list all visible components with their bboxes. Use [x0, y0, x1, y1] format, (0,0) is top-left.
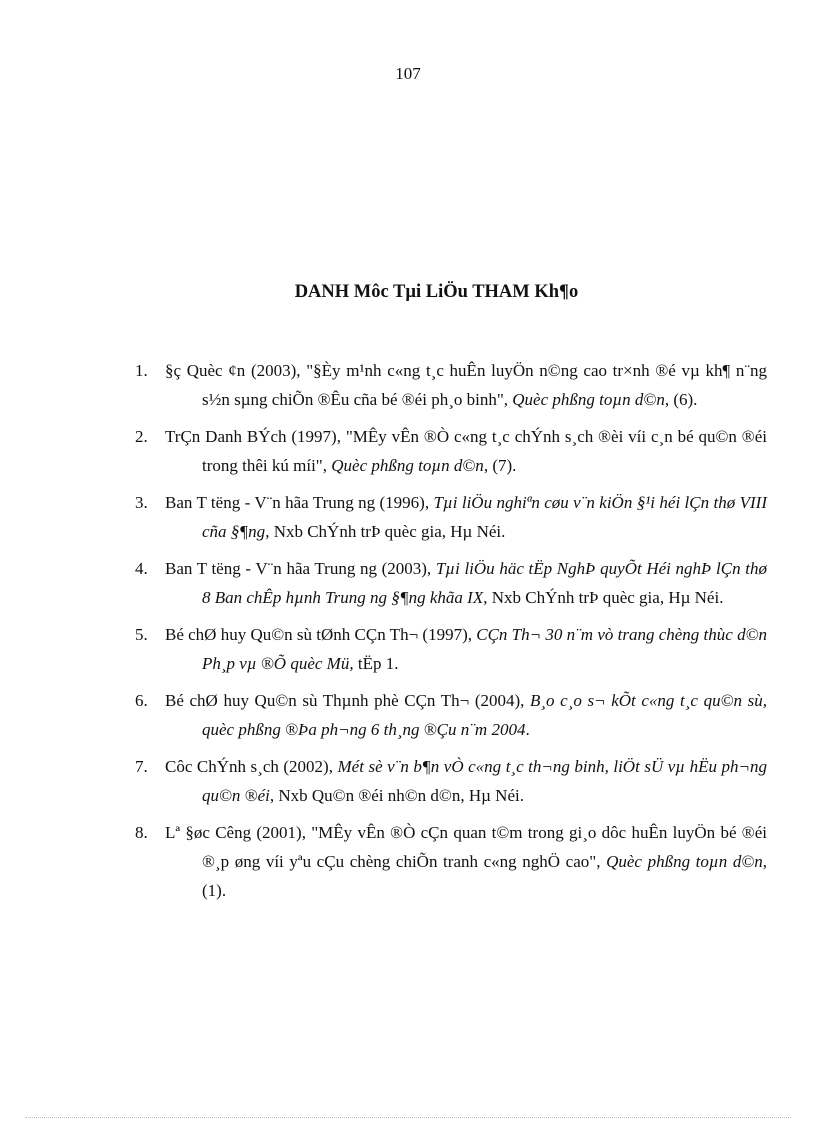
- reference-source: Mét sè v¨n b¶n vÒ c«ng t¸c th¬ng binh, liÖt sÜ vµ hËu ph¬ng qu©n ®éi: [202, 757, 767, 805]
- reference-item: [0, 620, 816, 678]
- reference-item: [0, 488, 816, 546]
- reference-text: §ç Quèc ¢n (2003), "§Èy m¹nh c«ng t¸c huÊn luyÖn n©ng cao tr×nh ®é vµ kh¶ n¨ng s½n sµng chiÕn ®Êu cña bé ®éi ph¸o binh",: [165, 361, 767, 409]
- reference-text: TrÇn Danh BÝch (1997), "MÊy vÊn ®Ò c«ng t¸c chÝnh s¸ch ®èi víi c¸n bé qu©n ®éi trong thêi kú míi",: [165, 427, 767, 475]
- reference-tail: , Nxb ChÝnh trÞ quèc gia, Hµ Néi.: [483, 588, 724, 607]
- reference-number: 2.: [135, 427, 148, 446]
- reference-source: CÇn Th¬ 30 n¨m vò trang chèng thùc d©n Ph¸p vµ ®Õ quèc Mü,: [202, 625, 768, 673]
- reference-item: [0, 752, 816, 810]
- reference-number: 4.: [135, 559, 148, 578]
- reference-source: Quèc phßng toµn d©n: [331, 456, 484, 475]
- reference-item: [0, 554, 816, 612]
- reference-number: 5.: [135, 625, 148, 644]
- reference-item: [0, 422, 816, 480]
- page-title: DANH Môc Tµi LiÖu THAM Kh¶o: [294, 282, 579, 302]
- reference-item: [0, 356, 816, 414]
- reference-tail: , Nxb Qu©n ®éi nh©n d©n, Hµ Néi.: [269, 786, 524, 805]
- reference-text: Ban T tëng - V¨n hãa Trung ng (1996),: [165, 493, 434, 512]
- reference-tail: , Nxb ChÝnh trÞ quèc gia, Hµ Néi.: [265, 522, 506, 541]
- reference-text: Bé chØ huy Qu©n sù tØnh CÇn Th¬ (1997),: [165, 625, 477, 644]
- reference-source: Tµi liÖu nghiªn cøu v¨n kiÖn §¹i héi lÇn thø VIII cña §¶ng: [202, 493, 767, 541]
- reference-list: [0, 356, 816, 913]
- reference-source: Tµi liÖu häc tËp NghÞ quyÕt Héi nghÞ lÇn thø 8 Ban chÊp hµnh Trung ng §¶ng khãa IX: [202, 559, 767, 607]
- reference-item: [0, 818, 816, 905]
- reference-text: Côc ChÝnh s¸ch (2002),: [165, 757, 338, 776]
- reference-tail: , (7).: [483, 456, 517, 475]
- reference-text: Lª §øc Cêng (2001), "MÊy vÊn ®Ò cÇn quan t©m trong gi¸o dôc huÊn luyÖn bé ®éi ®¸p øng víi yªu cÇu chèng chiÕn tranh c«ng nghÖ cao",: [165, 823, 767, 871]
- reference-tail: , (6).: [664, 390, 698, 409]
- page-bottom-divider: [25, 1117, 791, 1118]
- reference-tail: , (1).: [202, 852, 767, 900]
- reference-number: 3.: [135, 493, 148, 512]
- reference-item: [0, 686, 816, 744]
- reference-number: 8.: [135, 823, 148, 842]
- page-number: 107: [395, 64, 421, 83]
- reference-number: 1.: [135, 361, 148, 380]
- reference-text: Ban T tëng - V¨n hãa Trung ng (2003),: [165, 559, 436, 578]
- reference-number: 6.: [135, 691, 148, 710]
- reference-source: Quèc phßng toµn d©n: [512, 390, 665, 409]
- reference-tail: .: [525, 720, 530, 739]
- reference-text: Bé chØ huy Qu©n sù Thµnh phè CÇn Th¬ (2004),: [165, 691, 531, 710]
- reference-source: B¸o c¸o s¬ kÕt c«ng t¸c qu©n sù, quèc phßng ®Þa ph¬ng 6 th¸ng ®Çu n¨m 2004: [202, 691, 767, 739]
- reference-number: 7.: [135, 757, 148, 776]
- reference-source: Quèc phßng toµn d©n: [606, 852, 763, 871]
- reference-tail: tËp 1.: [353, 654, 399, 673]
